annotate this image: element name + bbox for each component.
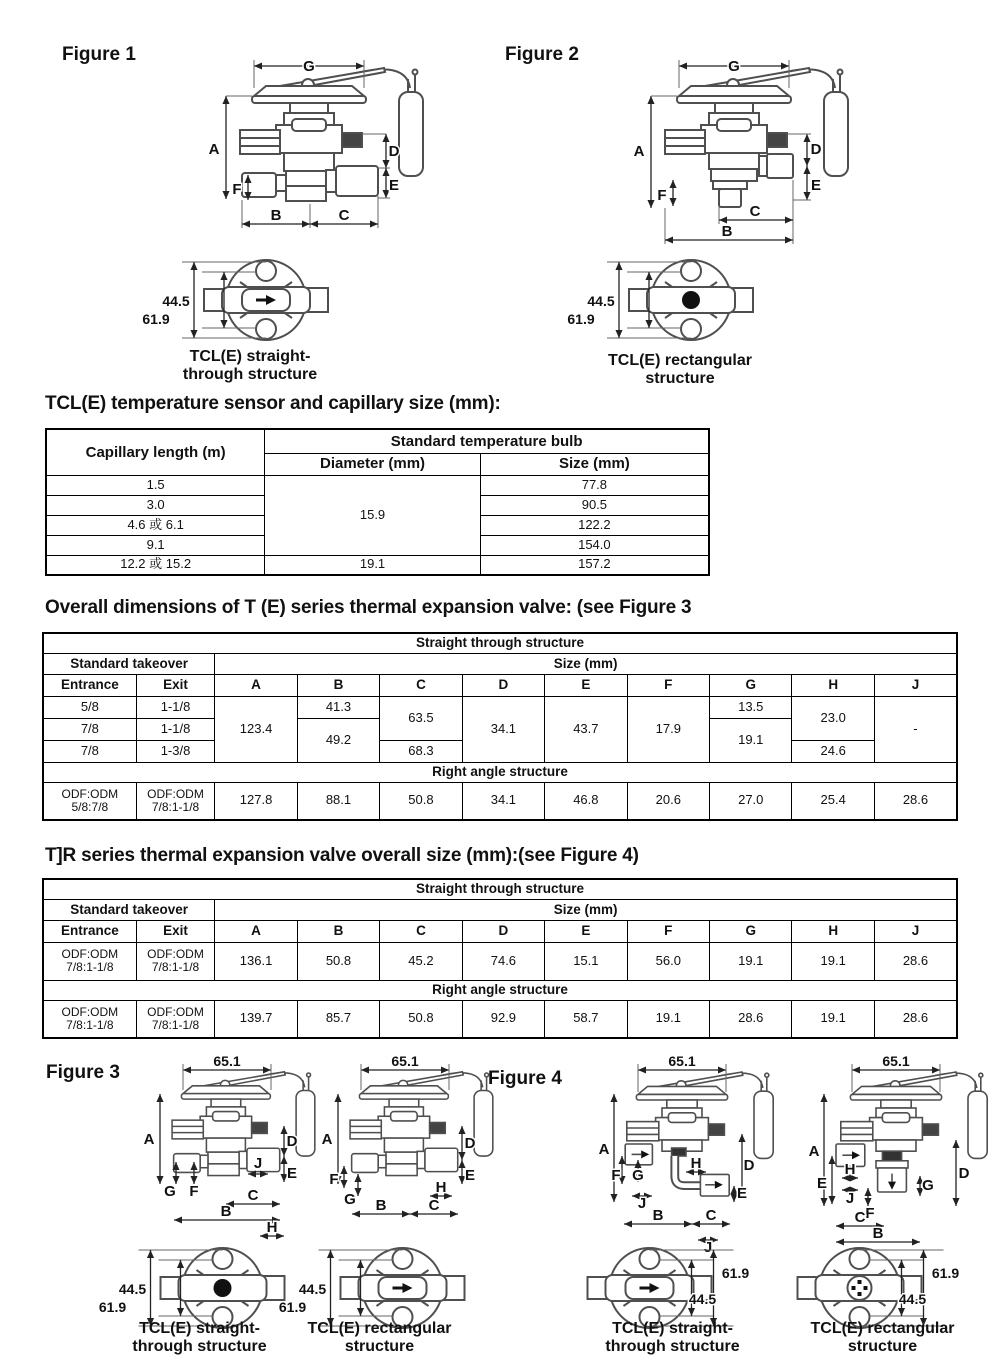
figure2-top-view-drawing — [553, 250, 783, 350]
table-row: 1.5 15.9 77.8 — [46, 475, 709, 495]
dim-label-b: B — [375, 1197, 387, 1214]
dim-label-d: D — [286, 1133, 298, 1150]
dim-65-1: 65.1 — [668, 1053, 696, 1069]
dim-label-j: J — [845, 1190, 855, 1207]
figure4-straight-caption: TCL(E) straight- through structure — [605, 1320, 740, 1355]
top-view-inner-dim: 44.5 — [118, 1281, 147, 1297]
dim-label-a: A — [321, 1131, 333, 1148]
dim-label-a: A — [208, 141, 220, 158]
top-view-inner-dim: 44.5 — [587, 293, 615, 309]
dim-label-g: G — [303, 58, 315, 75]
dim-label-a: A — [143, 1131, 155, 1148]
dim-label-d: D — [464, 1135, 476, 1152]
top-view-outer-dim: 61.9 — [931, 1265, 960, 1281]
top-view-inner-dim: 44.5 — [298, 1281, 327, 1297]
dim-label-c: C — [854, 1209, 866, 1226]
figure3-rect-caption: TCL(E) rectangular structure — [307, 1320, 452, 1355]
section3-heading: T]R series thermal expansion valve overall size (mm):(see Figure 4) — [45, 845, 639, 866]
dim-label-g: G — [922, 1177, 934, 1194]
merged-diameter-cell: 15.9 — [265, 475, 480, 555]
dim-label-b: B — [872, 1225, 884, 1242]
top-view-outer-dim: 61.9 — [567, 311, 595, 327]
dim-label-e: E — [286, 1165, 298, 1182]
col-header-diameter: Diameter (mm) — [265, 453, 480, 475]
right-angle-structure-header: Right angle structure — [43, 980, 957, 1000]
exit-header: Exit — [136, 674, 215, 696]
dim-label-b: B — [270, 207, 282, 224]
top-view-outer-dim: 61.9 — [721, 1265, 750, 1281]
straight-structure-header: Straight through structure — [43, 879, 957, 899]
figure4-rect-valve-drawing — [778, 1053, 1000, 1256]
section2-heading: Overall dimensions of T (E) series thermal expansion valve: (see Figure 3 — [45, 597, 692, 618]
entrance-header: Entrance — [43, 920, 136, 942]
top-view-outer-dim: 61.9 — [278, 1299, 307, 1315]
te-series-table: Straight through structure Standard takeover Size (mm) Entrance Exit A B C D E F G H J 5/8 1-1/8 123.4 41.3 63.5 34.1 43.7 17.9 13.5 23.0 - 7/8 1-1/8 49.2 19.1 7/8 1-3/8 68.3 24.6 Right angle structure ODF:ODM 5/8:7/8 ODF:ODM 7/8:1-1/8 127.8 88.1 50.8 34.1 46.8 20.6 27.0 25.4 28.6 — [42, 632, 958, 821]
table-row: 3.0 90.5 — [46, 495, 709, 515]
right-angle-structure-header: Right angle structure — [43, 762, 957, 782]
figure1-caption: TCL(E) straight- through structure — [182, 348, 318, 383]
size-mm-header: Size (mm) — [215, 899, 957, 920]
table-row: 4.6 或 6.1 122.2 — [46, 515, 709, 535]
dim-label-e: E — [810, 177, 822, 194]
dim-label-b: B — [721, 223, 733, 240]
dim-label-c: C — [247, 1187, 259, 1204]
col-header-size: Size (mm) — [480, 453, 709, 475]
dim-65-1: 65.1 — [882, 1053, 910, 1069]
dim-label-g: G — [728, 58, 740, 75]
standard-takeover-header: Standard takeover — [43, 899, 215, 920]
dim-label-h: H — [690, 1155, 702, 1172]
dim-label-e: E — [816, 1175, 828, 1192]
figure3-rect-valve-drawing — [300, 1053, 505, 1246]
figure1-valve-drawing — [140, 48, 470, 248]
dim-label-f: F — [611, 1167, 621, 1184]
dim-label-f: F — [189, 1183, 199, 1200]
dim-label-h: H — [844, 1161, 856, 1178]
figure1-label: Figure 1 — [62, 44, 136, 65]
dim-65-1: 65.1 — [213, 1053, 241, 1069]
dim-label-g: G — [632, 1167, 644, 1184]
exit-header: Exit — [136, 920, 215, 942]
dim-label-j: J — [253, 1155, 263, 1172]
dim-label-f: F — [232, 181, 242, 198]
dim-label-d: D — [810, 141, 822, 158]
dim-label-a: A — [808, 1143, 820, 1160]
dim-label-b: B — [220, 1203, 232, 1220]
dim-label-e: E — [388, 177, 400, 194]
table-row: 5/8 1-1/8 123.4 41.3 63.5 34.1 43.7 17.9 13.5 23.0 - — [43, 696, 957, 718]
dim-label-c: C — [705, 1207, 717, 1224]
dim-label-j: J — [637, 1195, 647, 1212]
section1-heading: TCL(E) temperature sensor and capillary size (mm): — [45, 393, 501, 414]
figure3-label: Figure 3 — [46, 1062, 120, 1083]
figure4-straight-valve-drawing — [558, 1053, 793, 1256]
table-row: ODF:ODM 7/8:1-1/8 ODF:ODM 7/8:1-1/8 136.1 50.8 45.2 74.6 15.1 56.0 19.1 19.1 28.6 — [43, 942, 957, 980]
col-header-capillary-length: Capillary length (m) — [46, 429, 265, 475]
dim-label-g: G — [164, 1183, 176, 1200]
dim-label-h: H — [266, 1219, 278, 1236]
dim-label-f: F — [865, 1205, 875, 1222]
figure2-caption: TCL(E) rectangular structure — [607, 352, 752, 387]
dim-label-h: H — [435, 1179, 447, 1196]
straight-structure-header: Straight through structure — [43, 633, 957, 653]
figure2-label: Figure 2 — [505, 44, 579, 65]
tr-series-table: Straight through structure Standard takeover Size (mm) Entrance Exit A B C D E F G H J ODF:ODM 7/8:1-1/8 ODF:ODM 7/8:1-1/8 136.1 50.8 45.2 74.6 15.1 56.0 19.1 19.1 28.6 Right angle structure ODF:ODM 7/8:1-1/8 ODF:ODM 7/8:1-1/8 139.7 85.7 50.8 92.9 58.7 19.1 28.6 19.1 28.6 — [42, 878, 958, 1039]
figure2-valve-drawing — [555, 48, 895, 253]
dim-label-f: F — [329, 1171, 339, 1188]
figure3-straight-caption: TCL(E) straight- through structure — [132, 1320, 267, 1355]
group-header-bulb: Standard temperature bulb — [265, 429, 709, 453]
dim-label-a: A — [598, 1141, 610, 1158]
table-row: 12.2 或 15.2 19.1 157.2 — [46, 555, 709, 575]
dim-label-a: A — [633, 143, 645, 160]
top-view-outer-dim: 61.9 — [98, 1299, 127, 1315]
top-view-inner-dim: 44.5 — [688, 1291, 717, 1307]
dim-label-d: D — [958, 1165, 970, 1182]
dim-label-g: G — [344, 1191, 356, 1208]
top-view-inner-dim: 44.5 — [162, 293, 190, 309]
table-row: ODF:ODM 7/8:1-1/8 ODF:ODM 7/8:1-1/8 139.7 85.7 50.8 92.9 58.7 19.1 28.6 19.1 28.6 — [43, 1000, 957, 1038]
dim-label-j2: J — [703, 1239, 713, 1256]
dim-65-1: 65.1 — [391, 1053, 419, 1069]
figure4-rect-caption: TCL(E) rectangular structure — [810, 1320, 955, 1355]
top-view-outer-dim: 61.9 — [142, 311, 170, 327]
table-row: 7/8 1-3/8 68.3 24.6 — [43, 740, 957, 762]
table-row: ODF:ODM 5/8:7/8 ODF:ODM 7/8:1-1/8 127.8 88.1 50.8 34.1 46.8 20.6 27.0 25.4 28.6 — [43, 782, 957, 820]
top-view-inner-dim: 44.5 — [898, 1291, 927, 1307]
dim-label-b: B — [652, 1207, 664, 1224]
capillary-table — [45, 428, 710, 576]
entrance-header: Entrance — [43, 674, 136, 696]
dim-label-c: C — [428, 1197, 440, 1214]
dim-label-e: E — [736, 1185, 748, 1202]
figure1-top-view-drawing — [128, 250, 358, 350]
table-row: 9.1 154.0 — [46, 535, 709, 555]
dim-label-f: F — [657, 187, 667, 204]
dim-label-c: C — [338, 207, 350, 224]
dim-label-d: D — [388, 143, 400, 160]
dim-label-e: E — [464, 1167, 476, 1184]
dim-label-c: C — [749, 203, 761, 220]
dim-label-d: D — [743, 1157, 755, 1174]
size-mm-header: Size (mm) — [215, 653, 957, 674]
table-row: 7/8 1-1/8 49.2 19.1 — [43, 718, 957, 740]
standard-takeover-header: Standard takeover — [43, 653, 215, 674]
figure4-label: Figure 4 — [488, 1068, 562, 1089]
